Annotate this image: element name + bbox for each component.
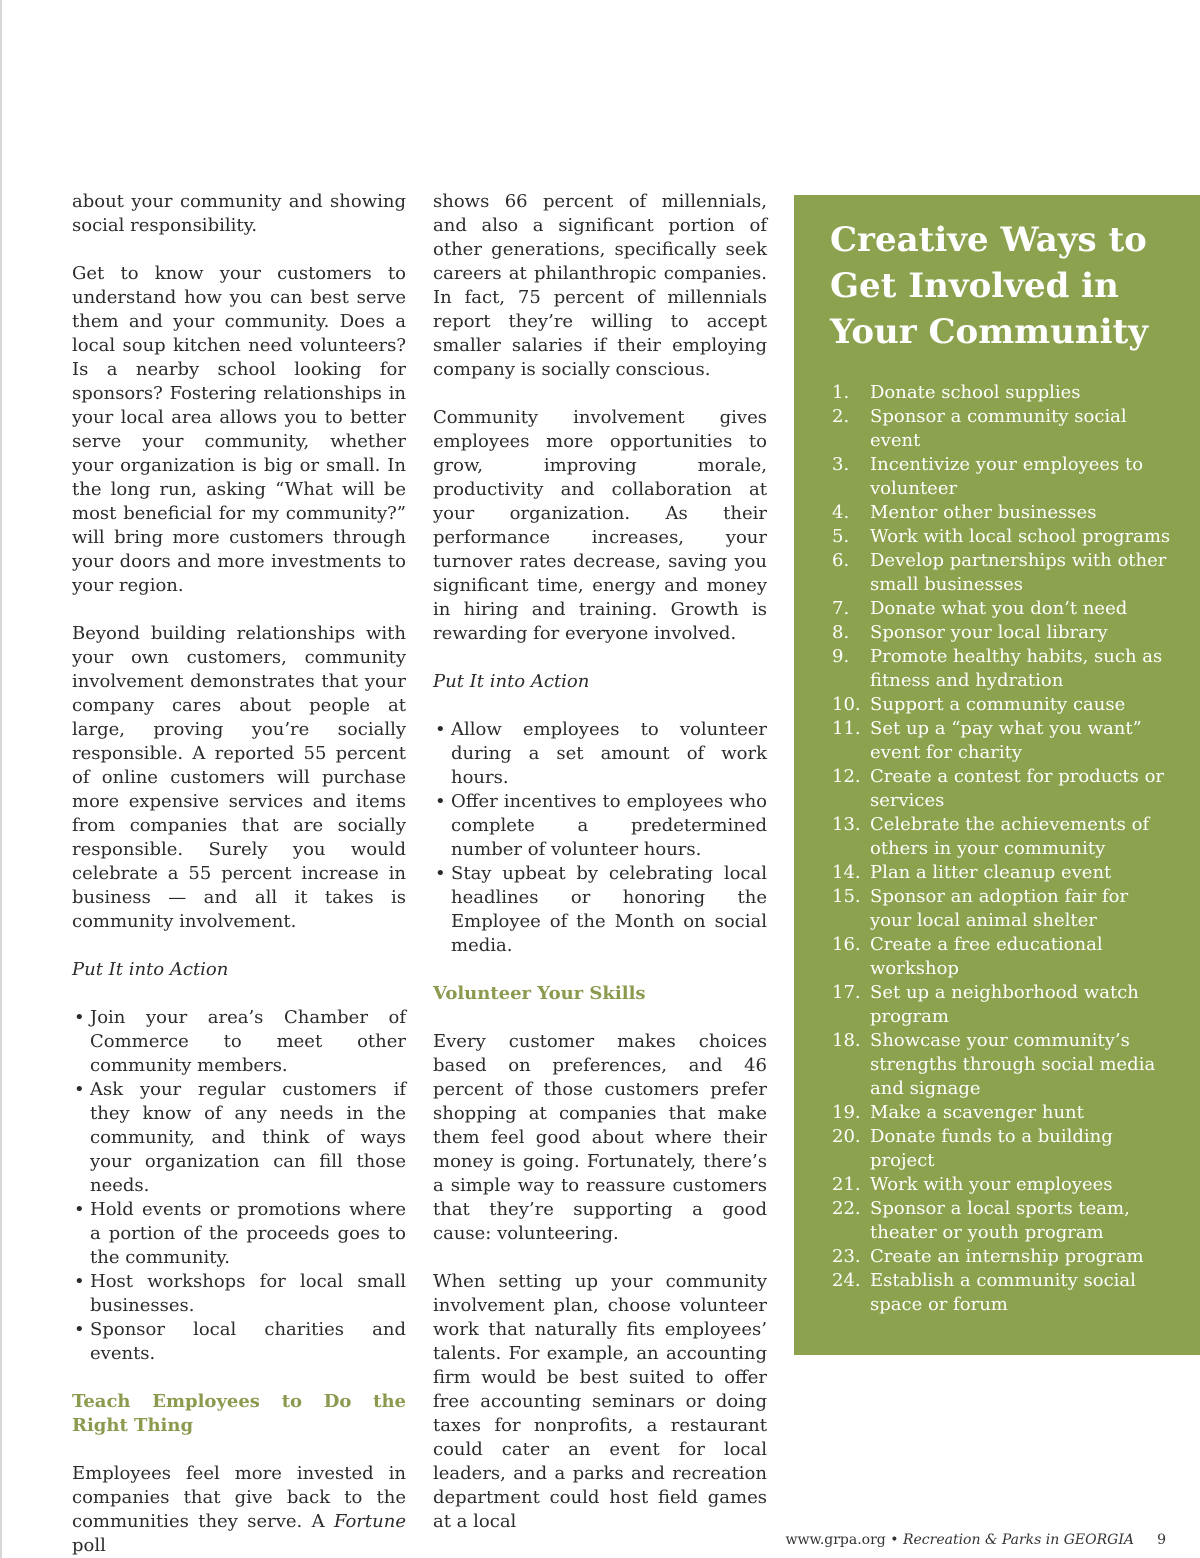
item-text: Donate funds to a building project [870, 1126, 1113, 1171]
section-heading: Teach Employees to Do the Right Thing [72, 1391, 406, 1436]
item-text: Incentivize your employees to volunteer [870, 454, 1144, 499]
list-item [832, 453, 1172, 501]
item-text: Support a community cause [870, 694, 1126, 715]
item-number: 6. [832, 550, 850, 571]
paragraph: Beyond building relationships with your own customers, community involvement demonstrates that your company cares about people at large, proving you’re socially responsible. A reported 55 percent of online customers will purchase more expensive services and items from companies that are socially responsible. Surely you would celebrate a 55 percent increase in business — and all it takes is community involvement. [72, 623, 406, 932]
article-column-2 [433, 190, 767, 1534]
paragraph: Every customer makes choices based on preferences, and 46 percent of those customers prefer shopping at companies that make them feel good about where their money is going. Fortunately, there’s a simple way to reassure customers that they’re supporting a good cause: volunteering. [433, 1031, 767, 1244]
item-number: 7. [832, 598, 850, 619]
section-heading: Volunteer Your Skills [433, 983, 646, 1004]
footer-website: www.grpa.org [785, 1532, 886, 1548]
item-number: 4. [832, 502, 850, 523]
item-text: Sponsor a local sports team, theater or youth program [870, 1198, 1130, 1243]
list-item [832, 1029, 1172, 1101]
item-number: 17. [832, 982, 861, 1003]
item-number: 9. [832, 646, 850, 667]
paragraph: When setting up your community involvement plan, choose volunteer work that naturally fits employees’ talents. For example, an accounting firm would be best suited to offer free accounting seminars or doing taxes for nonprofits, a restaurant could cater an event for local leaders, and a parks and recreation department could host field games at a local [433, 1271, 767, 1532]
item-number: 1. [832, 382, 850, 403]
item-text: Make a scavenger hunt [870, 1102, 1084, 1123]
list-item: • Allow employees to volunteer during a set amount of work hours. [433, 718, 767, 790]
item-text: Celebrate the achievements of others in your community [870, 814, 1150, 859]
item-text: Sponsor your local library [870, 622, 1108, 643]
action-subheading: Put It into Action [433, 671, 590, 692]
item-number: 21. [832, 1174, 861, 1195]
item-text: Set up a neighborhood watch program [870, 982, 1139, 1027]
list-item: • Join your area’s Chamber of Commerce to meet other community members. [72, 1006, 406, 1078]
list-item [832, 1245, 1172, 1269]
list-item [832, 717, 1172, 765]
paragraph: shows 66 percent of millennials, and also a significant portion of other generations, specifically seek careers at philanthropic companies. In fact, 75 percent of millennials report they’re willing to accept smaller salaries if their employing company is socially conscious. [433, 191, 767, 380]
page-footer [640, 1532, 1164, 1548]
list-item [832, 1197, 1172, 1245]
list-item [832, 933, 1172, 981]
page-edge-rule [0, 0, 2, 1558]
item-number: 20. [832, 1126, 861, 1147]
footer-separator: • [890, 1532, 899, 1548]
paragraph: about your community and showing social responsibility. [72, 191, 406, 236]
item-number: 3. [832, 454, 850, 475]
list-item [832, 1269, 1172, 1317]
item-text: Set up a “pay what you want” event for charity [870, 718, 1142, 763]
item-text: Sponsor a community social event [870, 406, 1127, 451]
list-item: • Host workshops for local small businesses. [72, 1270, 406, 1318]
list-item: • Offer incentives to employees who complete a predetermined number of volunteer hours. [433, 790, 767, 862]
list-item [832, 981, 1172, 1029]
list-item [832, 861, 1172, 885]
publication-name: Fortune [333, 1511, 406, 1532]
item-number: 22. [832, 1198, 861, 1219]
item-text: Work with your employees [870, 1174, 1113, 1195]
list-item [832, 885, 1172, 933]
sidebar-title: Creative Ways to Get Involved in Your Community [830, 220, 1148, 352]
item-text: Work with local school programs [870, 526, 1171, 547]
article-column-1 [72, 190, 406, 1558]
list-item [832, 597, 1172, 621]
item-number: 15. [832, 886, 861, 907]
item-number: 11. [832, 718, 861, 739]
item-text: Sponsor an adoption fair for your local animal shelter [870, 886, 1129, 931]
item-number: 8. [832, 622, 850, 643]
item-number: 12. [832, 766, 861, 787]
list-item: • Hold events or promotions where a portion of the proceeds goes to the community. [72, 1198, 406, 1270]
ideas-list [832, 381, 1172, 1317]
item-number: 23. [832, 1246, 861, 1267]
item-text: Promote healthy habits, such as fitness and hydration [870, 646, 1163, 691]
list-item [832, 813, 1172, 861]
paragraph: Employees feel more invested in companies that give back to the communities they serve. A Fortune poll [72, 1463, 406, 1556]
item-number: 13. [832, 814, 861, 835]
list-item [832, 1173, 1172, 1197]
item-text: Plan a litter cleanup event [870, 862, 1112, 883]
list-item: • Sponsor local charities and events. [72, 1318, 406, 1366]
item-text: Create a contest for products or services [870, 766, 1165, 811]
list-item [832, 549, 1172, 597]
item-text: Develop partnerships with other small businesses [870, 550, 1167, 595]
item-number: 18. [832, 1030, 861, 1051]
item-text: Create an internship program [870, 1246, 1144, 1267]
item-number: 24. [832, 1270, 861, 1291]
item-number: 2. [832, 406, 850, 427]
item-text: Create a free educational workshop [870, 934, 1103, 979]
list-item [832, 621, 1172, 645]
list-item: • Ask your regular customers if they know of any needs in the community, and think of ways your organization can fill those needs. [72, 1078, 406, 1198]
item-text: Donate what you don’t need [870, 598, 1128, 619]
item-number: 16. [832, 934, 861, 955]
footer-magazine: Recreation & Parks in GEORGIA [902, 1532, 1134, 1548]
paragraph: Community involvement gives employees more opportunities to grow, improving morale, productivity and collaboration at your organization. As their performance increases, your turnover rates decrease, saving you significant time, energy and money in hiring and training. Growth is rewarding for everyone involved. [433, 407, 767, 644]
list-item [832, 1125, 1172, 1173]
action-subheading: Put It into Action [72, 959, 229, 980]
item-text: Mentor other businesses [870, 502, 1097, 523]
item-text: Donate school supplies [870, 382, 1081, 403]
list-item [832, 525, 1172, 549]
item-number: 14. [832, 862, 861, 883]
item-text: Establish a community social space or forum [870, 1270, 1136, 1315]
list-item [832, 765, 1172, 813]
list-item [832, 693, 1172, 717]
page-number: 9 [1157, 1532, 1166, 1548]
paragraph: Get to know your customers to understand how you can best serve them and your community. Does a local soup kitchen need volunteers? Is a nearby school looking for sponsors? Fostering relationships in your local area allows you to better serve your community, whether your organization is big or small. In the long run, asking “What will be most beneficial for my community?” will bring more customers through your doors and more investments to your region. [72, 263, 406, 596]
list-item [832, 501, 1172, 525]
action-list [433, 718, 767, 958]
item-text: Showcase your community’s strengths through social media and signage [870, 1030, 1156, 1099]
list-item: • Stay upbeat by celebrating local headlines or honoring the Employee of the Month on social media. [433, 862, 767, 958]
action-list [72, 1006, 406, 1366]
item-number: 19. [832, 1102, 861, 1123]
list-item [832, 405, 1172, 453]
list-item [832, 381, 1172, 405]
item-number: 10. [832, 694, 861, 715]
sidebar-box [794, 195, 1200, 1355]
list-item [832, 645, 1172, 693]
list-item [832, 1101, 1172, 1125]
item-number: 5. [832, 526, 850, 547]
